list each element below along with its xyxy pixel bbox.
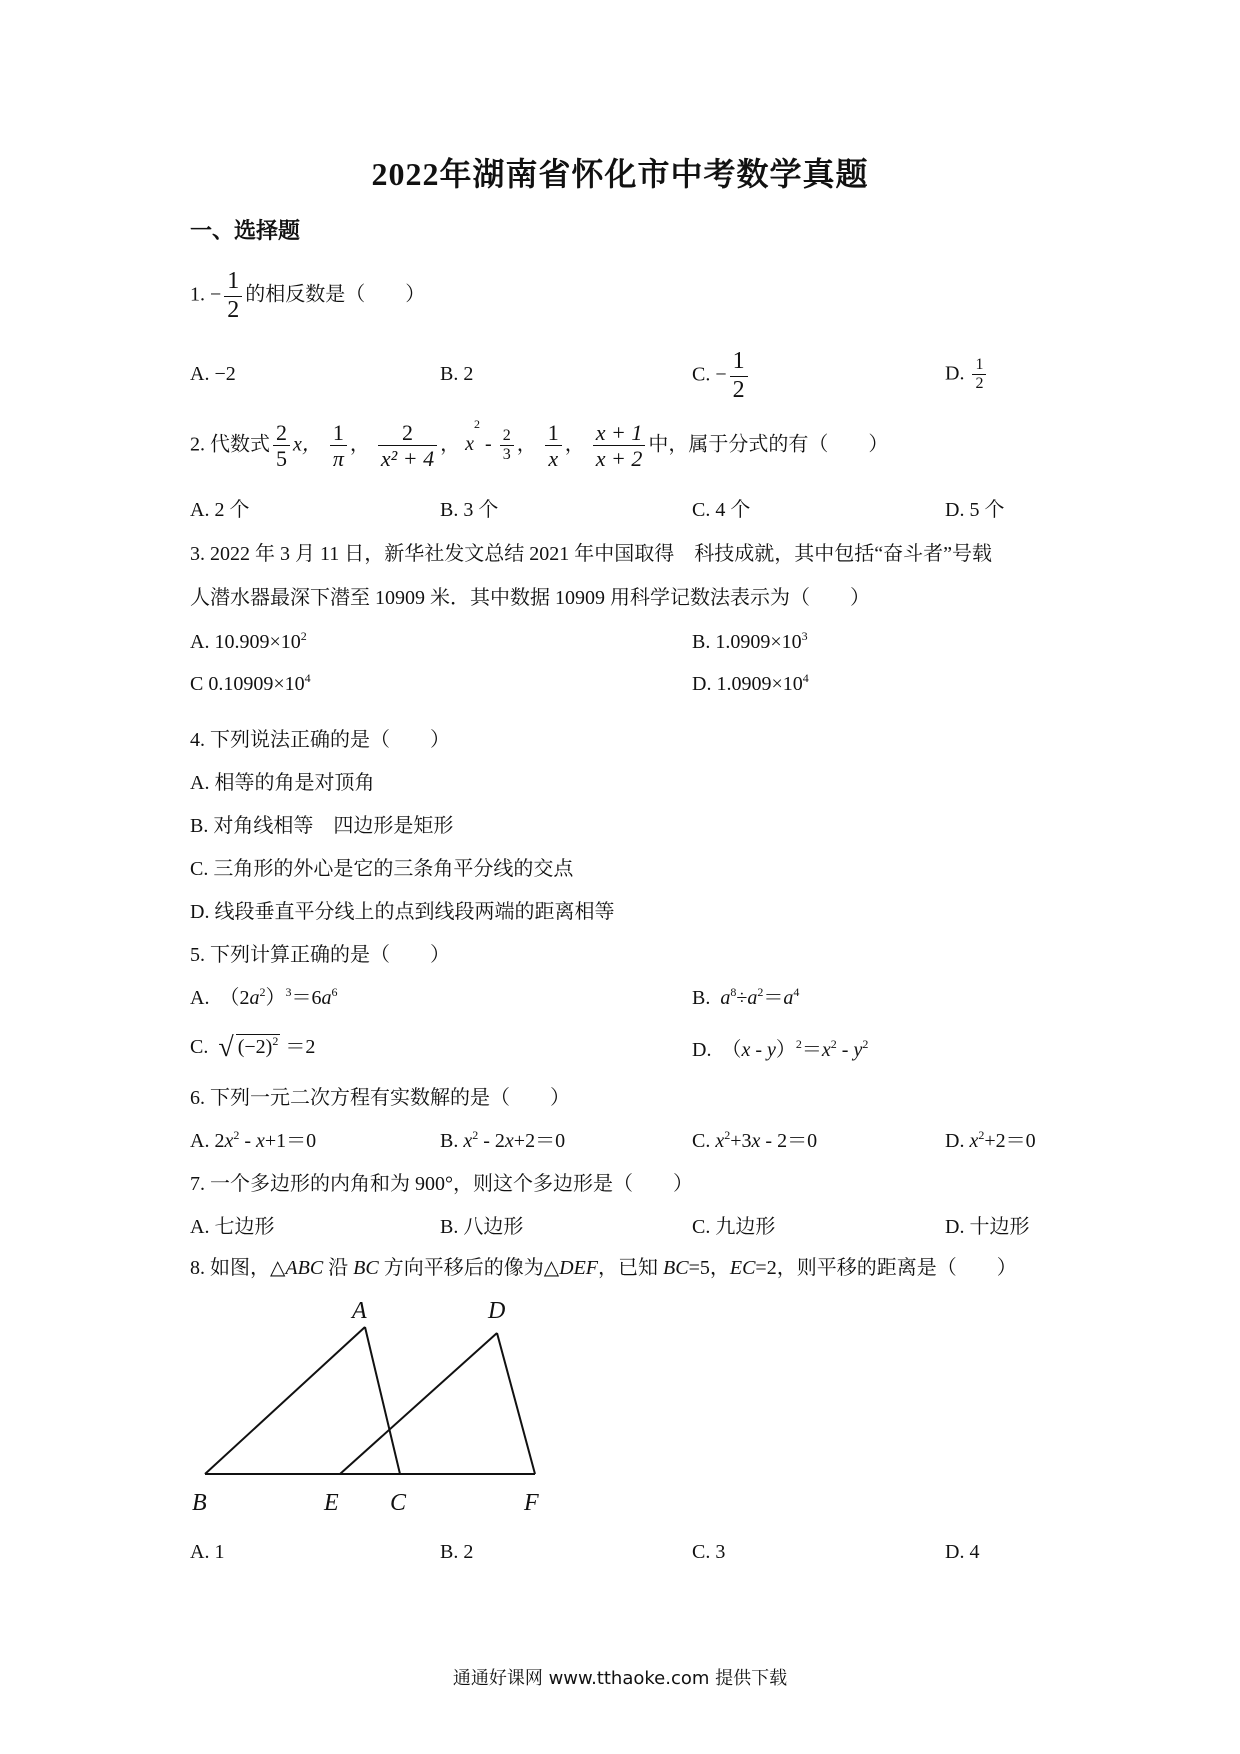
- q2-expr-2: $\frac{1}{\pi}$: [330, 420, 347, 472]
- question-6-stem: 6. 下列一元二次方程有实数解的是（ ）: [190, 1087, 570, 1109]
- q7-option-b: B. 八边形: [440, 1216, 524, 1238]
- q4-option-c: C. 三角形的外心是它的三条角平分线的交点: [190, 858, 574, 880]
- q2-expr-3: $\frac{2}{\text{x² + 4}}$: [378, 420, 437, 472]
- q3-option-d: D. $1.0909\times 10^4$: [692, 671, 809, 695]
- q1-minus: −: [210, 283, 222, 306]
- q2-option-c: C. 4 个: [692, 499, 751, 521]
- q1-option-d: D. $\frac{1}{2}$: [945, 356, 989, 394]
- radical-sign: √: [218, 1032, 234, 1063]
- q2-number: 2.: [190, 433, 205, 456]
- segment-df: [497, 1333, 535, 1474]
- q3-option-a: A. $10.909\times 10^2$: [190, 629, 307, 653]
- q2-option-a: A. 2 个: [190, 499, 250, 521]
- q1-stem-text: 的相反数是（ ）: [245, 283, 426, 306]
- q1-option-b: B. 2: [440, 363, 474, 385]
- q8-option-a: A. 1: [190, 1541, 225, 1563]
- q3-option-c: C $0.10909\times 10^4$: [190, 671, 311, 695]
- q6-option-d: D. $x^2+2=0$: [945, 1128, 1036, 1152]
- point-label-c: C: [390, 1490, 407, 1516]
- q5-option-c: C. √ $(-2)^2 =2$: [190, 1032, 316, 1063]
- q4-option-b: B. 对角线相等 四边形是矩形: [190, 815, 454, 837]
- question-3-line-1: 3. 2022 年 3 月 11 日，新华社发文总结 2021 年中国取得 科技成就，其中包括“奋斗者”号载: [190, 543, 993, 565]
- q7-option-d: D. 十边形: [945, 1216, 1030, 1238]
- point-label-f: F: [524, 1490, 539, 1516]
- q1-fraction: $\frac{1}{2}$: [224, 268, 242, 324]
- footer-source: 通通好课网 www.tthaoke.com 提供下载: [452, 1668, 788, 1689]
- q8-option-d: D. 4: [945, 1541, 980, 1563]
- point-label-a: A: [352, 1298, 367, 1324]
- section-heading: 一、选择题: [190, 218, 301, 243]
- segment-de: [340, 1333, 497, 1474]
- q5-option-a: A. $(2a^2)^3=6a^6$: [190, 985, 338, 1009]
- q4-option-d: D. 线段垂直平分线上的点到线段两端的距离相等: [190, 901, 615, 923]
- q5-option-d: D. $(x - y)^2=x^2 - y^2$: [692, 1037, 869, 1061]
- point-label-b: B: [192, 1490, 207, 1516]
- q2-option-b: B. 3 个: [440, 499, 499, 521]
- q2-expr-6: $\frac{x + 1}{x + 2}$: [593, 420, 646, 472]
- q6-option-a: A. $2x^2 - x+1=0$: [190, 1128, 317, 1152]
- q6-option-c: C. $x^2+3x - 2=0$: [692, 1128, 818, 1152]
- q8-option-c: C. 3: [692, 1541, 726, 1563]
- question-5-stem: 5. 下列计算正确的是（ ）: [190, 944, 450, 966]
- segment-ac: [365, 1327, 400, 1474]
- q1-option-c: C. − $\frac{1}{2}$: [692, 348, 751, 404]
- q1-option-a: A. −2: [190, 363, 236, 385]
- q5-option-b: B. $a^8\div a^2=a^4$: [692, 985, 800, 1009]
- q6-option-b: B. $x^2 - 2x+2=0$: [440, 1128, 566, 1152]
- question-4-stem: 4. 下列说法正确的是（ ）: [190, 729, 450, 751]
- q8-option-b: B. 2: [440, 1541, 474, 1563]
- question-7-stem: 7. 一个多边形的内角和为 900°，则这个多边形是（ ）: [190, 1173, 693, 1195]
- question-8-stem: 8. 如图，△ABC 沿 BC 方向平移后的像为△DEF，已知 BC=5，EC=2，则平移的距离是（ ）: [190, 1257, 1017, 1279]
- q2-expr-4: $x^2$ - $\frac{2}{3}$: [465, 433, 517, 455]
- question-2-stem: 2. 代数式 $\frac{2}{5}$ x， $\frac{1}{\pi}$ ， $\frac{2}{\text{x² + 4}}$ ， $x^2$ - $\frac{2}{3}$ ， $\frac{1}{x}$ ， $\frac{x + 1}{x + 2}$ 中，属于分式的有（ ）: [190, 417, 889, 472]
- q2-option-d: D. 5 个: [945, 499, 1005, 521]
- q4-option-a: A. 相等的角是对顶角: [190, 772, 375, 794]
- q2-expr-5: $\frac{1}{x}$: [545, 420, 562, 472]
- point-label-d: D: [488, 1298, 506, 1324]
- q7-option-a: A. 七边形: [190, 1216, 275, 1238]
- question-3-line-2: 人潜水器最深下潜至 10909 米．其中数据 10909 用科学记数法表示为（ ）: [190, 587, 870, 609]
- point-label-e: E: [324, 1490, 339, 1516]
- q2-expr-1: $\frac{2}{5}$: [273, 420, 290, 472]
- q7-option-c: C. 九边形: [692, 1216, 776, 1238]
- q1-number: 1.: [190, 283, 205, 306]
- segment-ab: [205, 1327, 365, 1474]
- page-title: 2022年湖南省怀化市中考数学真题: [371, 156, 869, 192]
- q3-option-b: B. $1.0909\times 10^3$: [692, 629, 808, 653]
